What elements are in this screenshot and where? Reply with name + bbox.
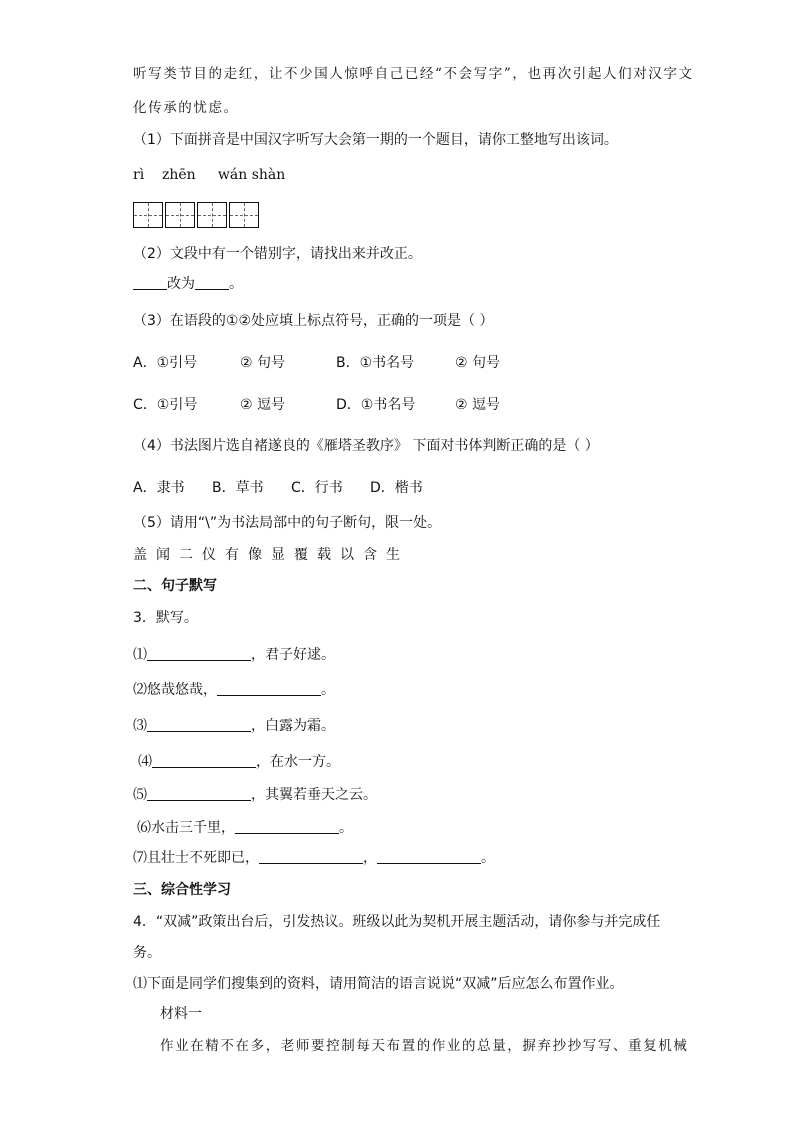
option-d[interactable]: D．楷书 (370, 480, 423, 496)
option-c[interactable]: C．①引号 (133, 397, 198, 413)
answer-blank[interactable] (377, 849, 481, 864)
question-4-prompt: （4）书法图片选自褚遂良的《雁塔圣教序》 下面对书体判断正确的是（ ） (133, 438, 599, 454)
answer-blank[interactable] (133, 275, 167, 290)
calligraphy-sentence: 盖闻二仪有像显覆载以含生 (133, 547, 409, 563)
question-5-prompt: （5）请用“\”为书法局部中的句子断句，限一处。 (133, 515, 442, 531)
sub-question-1: ⑴下面是同学们搜集到的资料，请用简洁的语言说说“双减”后应怎么布置作业。 (133, 976, 624, 992)
answer-blank[interactable] (259, 849, 363, 864)
option-a[interactable]: A．①引号 (133, 355, 198, 371)
recite-line: ⑹水击三千里， 。 (137, 820, 353, 836)
recite-line: ⑶ ，白露为霜。 (133, 718, 335, 734)
answer-blank[interactable] (195, 275, 229, 290)
material-text: 作业在精不在多，老师要控制每天布置的作业的总量，摒弃抄抄写写、重复机械 (160, 1038, 689, 1054)
option-d-part2: ② 逗号 (455, 397, 501, 413)
answer-blank[interactable] (235, 819, 339, 834)
material-title: 材料一 (160, 1006, 202, 1022)
pinyin: rì zhēn wán shàn (133, 167, 286, 183)
section-heading: 二、句子默写 (133, 578, 217, 594)
recite-line: ⑵悠哉悠哉， 。 (133, 682, 335, 698)
question-4-line: 4．“双减”政策出台后，引发热议。班级以此为契机开展主题活动，请你参与并完成任 (133, 914, 661, 930)
change-to-label: 改为 (167, 276, 195, 292)
option-c[interactable]: C．行书 (291, 480, 343, 496)
recite-line: ⑺且壮士不死即已， ， 。 (133, 850, 495, 866)
option-a[interactable]: A．隶书 (133, 480, 185, 496)
option-b[interactable]: B．草书 (212, 480, 264, 496)
grid-cell[interactable] (229, 202, 259, 228)
question-3-prompt: （3）在语段的①②处应填上标点符号，正确的一项是（ ） (133, 313, 494, 329)
question-3-title: 3．默写。 (133, 610, 198, 626)
section-heading: 三、综合性学习 (133, 882, 231, 898)
recite-line: ⑷ ，在水一方。 (138, 754, 340, 770)
passage-line: 听写类节目的走红，让不少国人惊呼自己已经“不会写字”，也再次引起人们对汉字文 (133, 66, 694, 82)
grid-cell[interactable] (133, 202, 163, 228)
answer-blank[interactable] (152, 753, 256, 768)
question-4-line: 务。 (133, 945, 161, 961)
answer-blank[interactable] (147, 786, 251, 801)
recite-line: ⑸ ，其翼若垂天之云。 (133, 787, 377, 803)
question-2-answer-line (133, 275, 243, 293)
period: 。 (229, 276, 243, 292)
option-b[interactable]: B．①书名号 (336, 355, 415, 371)
answer-blank[interactable] (147, 717, 251, 732)
recite-line: ⑴ ，君子好逑。 (133, 647, 335, 663)
writing-grid[interactable] (133, 202, 261, 228)
passage-line: 化传承的忧虑。 (133, 100, 239, 116)
question-1-prompt: （1）下面拼音是中国汉字听写大会第一期的一个题目，请你工整地写出该词。 (133, 132, 618, 148)
option-a-part2: ② 句号 (240, 355, 286, 371)
grid-cell[interactable] (197, 202, 227, 228)
option-b-part2: ② 句号 (455, 355, 501, 371)
grid-cell[interactable] (165, 202, 195, 228)
option-c-part2: ② 逗号 (240, 397, 286, 413)
option-d[interactable]: D．①书名号 (336, 397, 416, 413)
question-2-prompt: （2）文段中有一个错别字，请找出来并改正。 (133, 246, 422, 262)
answer-blank[interactable] (217, 681, 321, 696)
answer-blank[interactable] (147, 646, 251, 661)
